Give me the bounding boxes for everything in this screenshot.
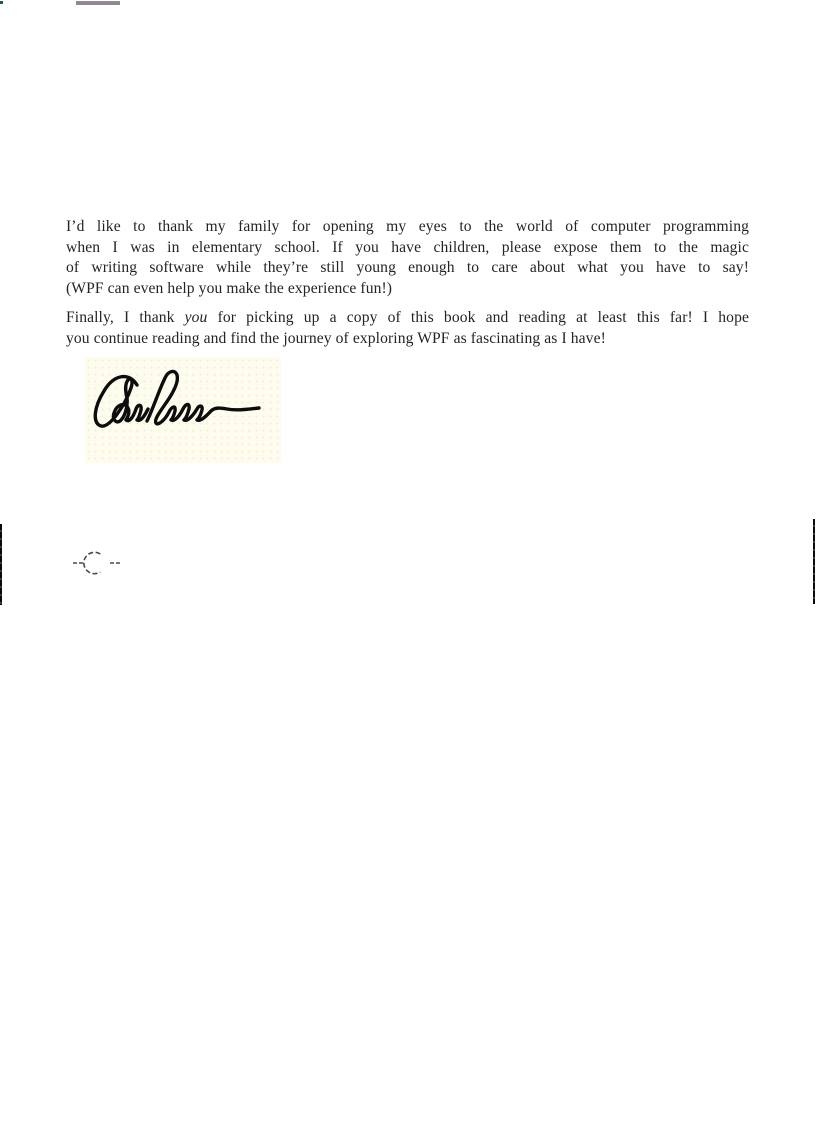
text-line: Finally, I thank you for picking up a copy of this book and reading at least this far! I hope: [66, 309, 749, 327]
signature-ink: [85, 357, 281, 463]
text-line: (WPF can even help you make the experience fun!): [66, 279, 393, 297]
scan-corner-dot: [0, 1, 3, 4]
text-line: you continue reading and find the journey of exploring WPF as fascinating as I have!: [66, 329, 606, 347]
text-line: I’d like to thank my family for opening my eyes to the world of computer programming: [66, 218, 749, 235]
paragraph: [66, 308, 749, 349]
text-line: when I was in elementary school. If you have children, please expose them to the magic: [66, 238, 749, 256]
signature-image: [85, 357, 281, 463]
text-line: of writing software while they’re still young enough to care about what you have to say!: [66, 259, 749, 277]
acknowledgments-text: [66, 217, 749, 350]
top-trim-bar: [76, 1, 120, 5]
registration-target-icon: [72, 549, 126, 577]
paragraph: [66, 217, 749, 299]
right-edge-scan-line: [813, 519, 815, 604]
left-edge-scan-line: [0, 524, 2, 605]
